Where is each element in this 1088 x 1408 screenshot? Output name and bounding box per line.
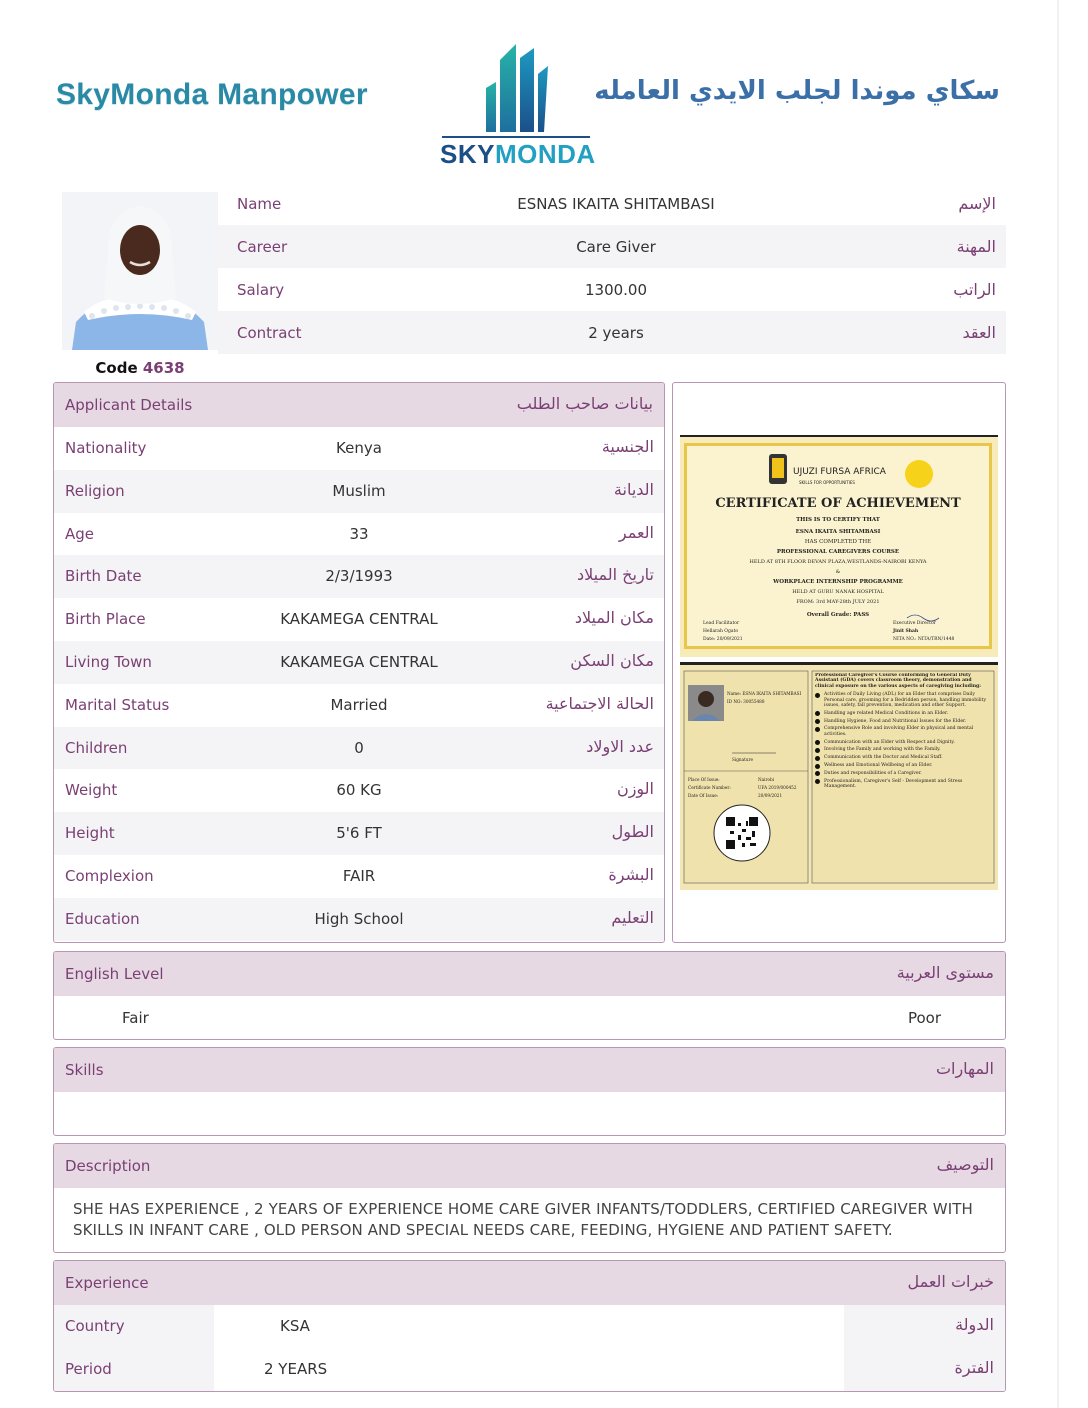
detail-label: Living Town — [65, 652, 152, 671]
certificate-front-image — [680, 435, 998, 657]
detail-label-ar: مكان السكن — [570, 650, 654, 670]
detail-label-ar: مكان الميلاد — [574, 608, 654, 628]
detail-label: Nationality — [65, 439, 147, 457]
logo-wordmark: SKYMONDA — [440, 139, 596, 169]
detail-label: Children — [65, 738, 128, 757]
qr-code-icon — [714, 805, 770, 861]
summary-row-career: Career Care Giver المهنة — [218, 225, 1006, 268]
cert-back-item: Activities of Daily Living (ADL) for an Elder that comprises Daily Personal care, grooming for a Bedridden person, handling immobility issues, safety, fall prevention, medication and other Support. — [815, 692, 991, 708]
svg-text:UFA 2019/000452: UFA 2019/000452 — [758, 785, 797, 790]
svg-text:HAS COMPLETED THE: HAS COMPLETED THE — [804, 539, 872, 545]
svg-text:20/09/2021: 20/09/2021 — [758, 793, 783, 798]
detail-row-nationality — [54, 427, 664, 470]
cert-org: UJUZI FURSA AFRICA — [793, 467, 886, 477]
svg-text:Jinit Shah: Jinit Shah — [893, 629, 919, 634]
applicant-details-panel — [53, 382, 665, 943]
cert-back-item: Handling Hygiene, Food and Nutritional Issues for the Elder. — [815, 719, 991, 724]
svg-text:FROM: 3rd MAY-28th JULY 2021: FROM: 3rd MAY-28th JULY 2021 — [796, 599, 880, 605]
experience-row-country: Country KSA الدولة — [54, 1305, 1005, 1348]
detail-label: Marital Status — [65, 695, 170, 714]
language-level-values — [54, 996, 1005, 1040]
detail-label: Birth Place — [65, 610, 146, 629]
detail-label: Complexion — [65, 866, 154, 885]
brand-name-english: SkyMonda Manpower — [56, 78, 368, 111]
detail-label-ar: تاريخ الميلاد — [577, 565, 654, 585]
svg-text:THIS IS TO CERTIFY THAT: THIS IS TO CERTIFY THAT — [796, 517, 880, 523]
code-number: 4638 — [142, 359, 185, 377]
cert-back-item: Communication with the Doctor and Medical Staff. — [815, 755, 991, 760]
detail-label-ar: عدد الاولاد — [586, 736, 654, 756]
certificate-panel — [672, 382, 1006, 943]
logo-buildings-icon — [440, 40, 592, 140]
detail-value: 5'6 FT — [336, 824, 382, 843]
skills-panel — [53, 1047, 1006, 1136]
svg-text:Date: 20/09/2021: Date: 20/09/2021 — [703, 637, 743, 642]
detail-value: KAKAMEGA CENTRAL — [280, 610, 438, 629]
cert-back-item: Wellness and Emotional Wellbeing of an Elder. — [815, 763, 991, 768]
detail-value: High School — [314, 909, 404, 928]
check-bullet-icon — [815, 719, 820, 724]
check-bullet-icon — [815, 693, 820, 698]
experience-header: Experience خبرات العمل — [54, 1261, 1005, 1305]
cert-back-item: Handling age related Medical Conditions in an Elder. — [815, 711, 991, 716]
svg-text:ID NO: 30055488: ID NO: 30055488 — [727, 699, 765, 704]
svg-text:&: & — [835, 569, 841, 575]
check-bullet-icon — [815, 779, 820, 784]
check-bullet-icon — [815, 764, 820, 769]
detail-label: Height — [65, 824, 115, 843]
experience-row-period: Period 2 YEARS الفترة — [54, 1348, 1005, 1391]
applicant-details-rows — [54, 427, 664, 941]
detail-value: Kenya — [336, 439, 382, 457]
detail-label-ar: البشرة — [608, 864, 654, 884]
summary-row-name: Name ESNAS IKAITA SHITAMBASI الإسم — [218, 182, 1006, 225]
detail-label-ar: العمر — [618, 522, 654, 542]
cert-back-item: Communication with an Elder with Respect and Dignity. — [815, 740, 991, 745]
experience-panel — [53, 1260, 1006, 1392]
summary-row-contract: Contract 2 years العقد — [218, 311, 1006, 354]
certificate-back-image — [680, 662, 998, 890]
check-bullet-icon — [815, 711, 820, 716]
cert-back-item: Involving the Family and working with the Family. — [815, 747, 991, 752]
cert-back-item: Comprehensive Role and involving Elder in physical and mental activities. — [815, 726, 991, 737]
detail-row-education — [54, 898, 664, 941]
detail-row-age — [54, 513, 664, 556]
detail-row-living-town — [54, 641, 664, 684]
detail-label: Age — [65, 524, 95, 543]
detail-value: 2/3/1993 — [325, 567, 393, 586]
check-bullet-icon — [815, 756, 820, 761]
cert-back-item: Professionalism, Caregiver's Self - Development and Stress Management. — [815, 779, 991, 790]
english-level-value: Fair — [122, 1009, 149, 1027]
detail-label-ar: الطول — [611, 822, 654, 842]
detail-value: FAIR — [342, 866, 376, 885]
svg-text:PROFESSIONAL CAREGIVERS COURSE: PROFESSIONAL CAREGIVERS COURSE — [776, 549, 900, 555]
detail-label-ar: الجنسية — [601, 437, 654, 456]
detail-label-ar: الوزن — [616, 779, 654, 799]
detail-value: 33 — [349, 524, 369, 543]
detail-row-weight — [54, 769, 664, 812]
brand-name-arabic: سكاي موندا لجلب الايدي العامله — [594, 76, 1000, 106]
profile-summary — [218, 182, 1006, 354]
svg-text:Lead Facilitator: Lead Facilitator — [703, 621, 740, 626]
detail-value: 0 — [354, 738, 364, 757]
svg-text:Date Of Issue:: Date Of Issue: — [688, 793, 719, 798]
check-bullet-icon — [815, 748, 820, 753]
svg-text:NITA NO.: NITA/TRN/1448: NITA NO.: NITA/TRN/1448 — [893, 637, 955, 642]
summary-row-salary: Salary 1300.00 الراتب — [218, 268, 1006, 311]
detail-value: KAKAMEGA CENTRAL — [280, 652, 438, 671]
detail-label: Birth Date — [65, 567, 142, 586]
svg-text:Name: ESNA IKAITA SHITAMBASI: Name: ESNA IKAITA SHITAMBASI — [727, 691, 802, 696]
language-level-panel — [53, 951, 1006, 1040]
svg-text:HELD AT 8TH FLOOR DEVAN PLAZA,: HELD AT 8TH FLOOR DEVAN PLAZA,WESTLANDS-NAIROBI KENYA — [749, 559, 927, 565]
detail-row-birth-date — [54, 555, 664, 598]
svg-text:Place Of Issue:: Place Of Issue: — [688, 777, 720, 782]
detail-label-ar: الحالة الاجتماعية — [545, 693, 654, 713]
applicant-details-header: Applicant Details بيانات صاحب الطلب — [54, 383, 664, 427]
svg-text:Hellarah Ogato: Hellarah Ogato — [703, 629, 739, 634]
detail-row-complexion — [54, 855, 664, 898]
arabic-level-value: Poor — [907, 1009, 941, 1027]
detail-value: Married — [330, 695, 388, 714]
description-text: SHE HAS EXPERIENCE , 2 YEARS OF EXPERIENCE HOME CARE GIVER INFANTS/TODDLERS, CERTIFIED CAREGIVER WITH SKILLS IN INFANT CARE , OLD PERSON AND SPECIAL NEEDS CARE, FEEDING, HYGIENE AND PATIENT SAFETY. — [73, 1200, 973, 1239]
cert-back-item: Duties and responsibilities of a Caregiver. — [815, 771, 991, 776]
check-bullet-icon — [815, 727, 820, 732]
detail-row-religion — [54, 470, 664, 513]
detail-row-birth-place — [54, 598, 664, 641]
detail-value: 60 KG — [336, 781, 382, 800]
check-bullet-icon — [815, 740, 820, 745]
detail-row-children — [54, 727, 664, 770]
document-header — [0, 0, 1088, 180]
svg-text:Nairobi: Nairobi — [758, 777, 775, 782]
cert-name: ESNA IKAITA SHITAMBASI — [795, 529, 881, 535]
cert-org-sub: SKILLS FOR OPPORTUNITIES — [799, 480, 855, 485]
detail-row-marital-status — [54, 684, 664, 727]
detail-label-ar: الديانة — [613, 479, 654, 499]
svg-text:Signature: Signature — [732, 757, 753, 762]
skymonda-logo — [440, 40, 596, 170]
cert-title: CERTIFICATE OF ACHIEVEMENT — [715, 496, 961, 511]
description-panel — [53, 1143, 1006, 1253]
detail-label: Religion — [65, 481, 125, 500]
detail-label-ar: التعليم — [611, 907, 654, 927]
cert-back-heading: Professional Caregiver's Course conforming to General Duty Assistant (GDA) covers classroom theory, demonstration and clinical exposure on the various aspects of caregiving including: — [815, 673, 981, 689]
language-level-header: English Level مستوى العربية — [54, 952, 1005, 996]
svg-text:Certificate Number:: Certificate Number: — [688, 785, 731, 790]
svg-text:WORKPLACE INTERNSHIP PROGRAMME: WORKPLACE INTERNSHIP PROGRAMME — [773, 579, 903, 585]
page-edge — [1057, 0, 1059, 1408]
detail-label: Weight — [65, 781, 118, 800]
applicant-code: Code 4638 — [95, 359, 185, 377]
svg-text:Overall Grade: PASS: Overall Grade: PASS — [806, 612, 870, 618]
detail-label: Education — [65, 909, 140, 928]
applicant-photo — [62, 192, 218, 350]
check-bullet-icon — [815, 771, 820, 776]
detail-row-height — [54, 812, 664, 855]
svg-text:Executive Director: Executive Director — [893, 621, 936, 626]
svg-text:HELD AT GURU NANAK HOSPITAL: HELD AT GURU NANAK HOSPITAL — [792, 589, 884, 595]
description-header: Description التوصيف — [54, 1144, 1005, 1188]
skills-header: Skills المهارات — [54, 1048, 1005, 1092]
detail-value: Muslim — [332, 481, 386, 500]
